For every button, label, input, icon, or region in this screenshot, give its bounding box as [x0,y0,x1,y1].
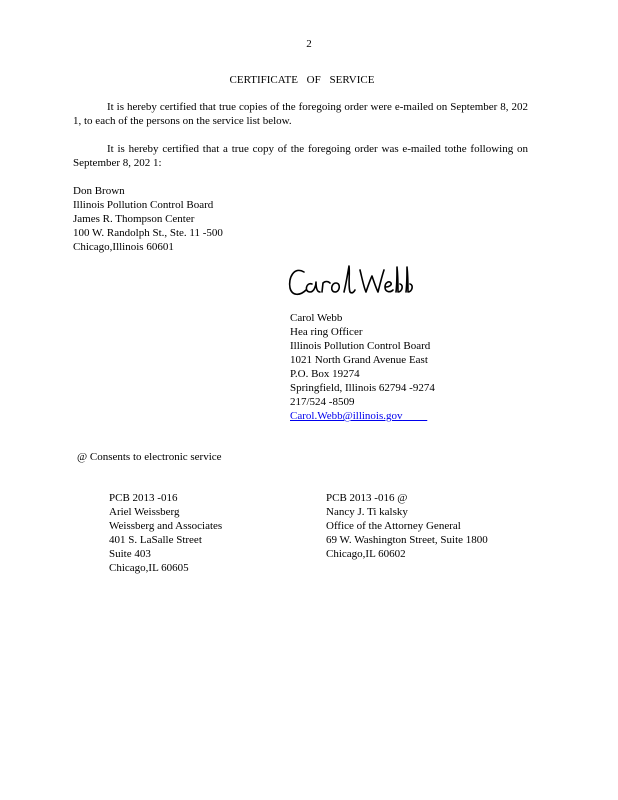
service-party-city: Chicago,IL 60605 [109,562,189,574]
email-link-underline-padding [403,410,428,422]
service-party-firm: Weissberg and Associates [109,520,223,532]
certification-paragraph [73,100,528,128]
service-list-entry [326,491,488,561]
recipient-city: Chicago,Illinois 60601 [73,241,174,253]
recipient-address [73,184,223,254]
service-party-name: Ariel Weissberg [109,506,180,518]
recipient-street: 100 W. Randolph St., Ste. 11 -500 [73,227,223,239]
officer-title: Hea ring Officer [290,326,363,338]
recipient-building: James R. Thompson Center [73,213,195,225]
officer-organization: Illinois Pollution Control Board [290,340,431,352]
service-party-name: Nancy J. Ti kalsky [326,506,408,518]
electronic-service-consent-note: @ Consents to electronic service [77,451,222,463]
signature-graphic [286,262,416,302]
service-party-street: 401 S. LaSalle Street [109,534,202,546]
service-party-suite: Suite 403 [109,548,151,560]
officer-po-box: P.O. Box 19274 [290,368,360,380]
case-number: PCB 2013 -016 @ [326,492,408,504]
officer-name: Carol Webb [290,312,343,324]
officer-street: 1021 North Grand Avenue East [290,354,428,366]
officer-email-link[interactable]: Carol.Webb@illinois.gov [290,410,403,422]
service-party-city: Chicago,IL 60602 [326,548,406,560]
service-list-entry [109,491,222,575]
service-party-office: Office of the Attorney General [326,520,461,532]
page-number: 2 [306,38,312,50]
service-party-street: 69 W. Washington Street, Suite 1800 [326,534,488,546]
hearing-officer-block [290,311,435,423]
certification-text: It is hereby certified that a true copy of the foregoing order was e-mailed tothe following on September 8, 202 1: [73,143,528,169]
recipient-organization: Illinois Pollution Control Board [73,199,214,211]
certification-text: It is hereby certified that true copies of the foregoing order were e-mailed on September 8, 202 1, to each of the persons on the service list below. [73,101,528,127]
document-title: CERTIFICATE OF SERVICE [229,74,375,86]
certification-paragraph [73,142,528,170]
officer-city: Springfield, Illinois 62794 -9274 [290,382,435,394]
handwritten-signature [286,262,416,306]
officer-phone: 217/524 -8509 [290,396,355,408]
case-number: PCB 2013 -016 [109,492,178,504]
recipient-name: Don Brown [73,185,125,197]
